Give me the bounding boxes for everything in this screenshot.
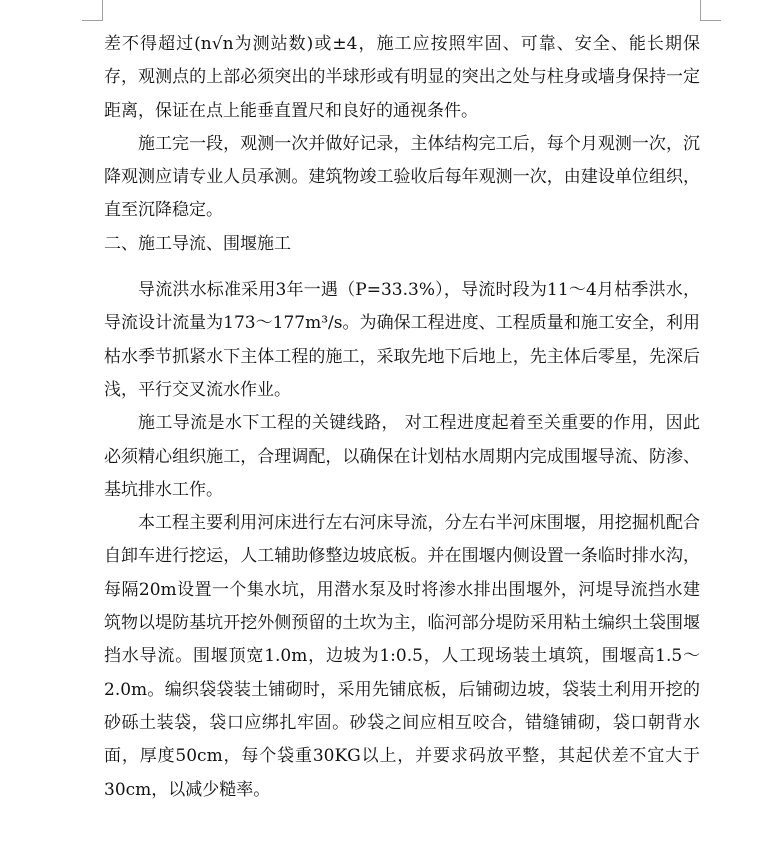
page-corner-mark-right	[700, 0, 721, 21]
document-body	[104, 28, 700, 807]
paragraph-cofferdam-construction: 本工程主要利用河床进行左右河床导流，分左右半河床围堰，用挖掘机配合自卸车进行挖运，人工辅助修整边坡底板。并在围堰内侧设置一条临时排水沟，每隔20m设置一个集水坑，用潜水泵及时将渗水排出围堰外，河堤导流挡水建筑物以堤防基坑开挖外侧预留的土坎为主，临河部分堤防采用粘土编织土袋围堰挡水导流。围堰顶宽1.0m，边坡为1:0.5，人工现场装土填筑，围堰高1.5～2.0m。编织袋袋装土铺砌时，采用先铺底板，后铺砌边坡，袋装土利用开挖的砂砾土装袋，袋口应绑扎牢固。砂袋之间应相互咬合，错缝铺砌，袋口朝背水面，厚度50cm，每个袋重30KG以上，并要求码放平整，其起伏差不宜大于30cm，以减少糙率。	[104, 513, 700, 800]
paragraph-settlement-requirements: 差不得超过(n√n为测站数)或±4，施工应按照牢固、可靠、安全、能长期保存，观测点的上部必须突出的半球形或有明显的突出之处与柱身或墙身保持一定距离，保证在点上能垂直置尺和良好的通视条件。	[104, 34, 700, 121]
page-corner-mark-left	[82, 0, 103, 21]
paragraph-diversion-standard: 导流洪水标准采用3年一遇（P=33.3%），导流时段为11～4月枯季洪水，导流设计流量为173～177m³/s。为确保工程进度、工程质量和施工安全，利用枯水季节抓紧水下主体工程的施工，采取先地下后地上，先主体后零星，先深后浅，平行交叉流水作业。	[104, 280, 700, 400]
paragraph-settlement-observation: 施工完一段，观测一次并做好记录，主体结构完工后，每个月观测一次，沉降观测应请专业人员承测。建筑物竣工验收后每年观测一次，由建设单位组织，直至沉降稳定。	[104, 133, 700, 221]
paragraph-diversion-critical-path: 施工导流是水下工程的关键线路， 对工程进度起着至关重要的作用，因此必须精心组织施工，合理调配，以确保在计划枯水周期内完成围堰导流、防渗、基坑排水工作。	[104, 413, 700, 500]
section-heading-diversion-cofferdam: 二、施工导流、围堰施工	[104, 233, 291, 254]
